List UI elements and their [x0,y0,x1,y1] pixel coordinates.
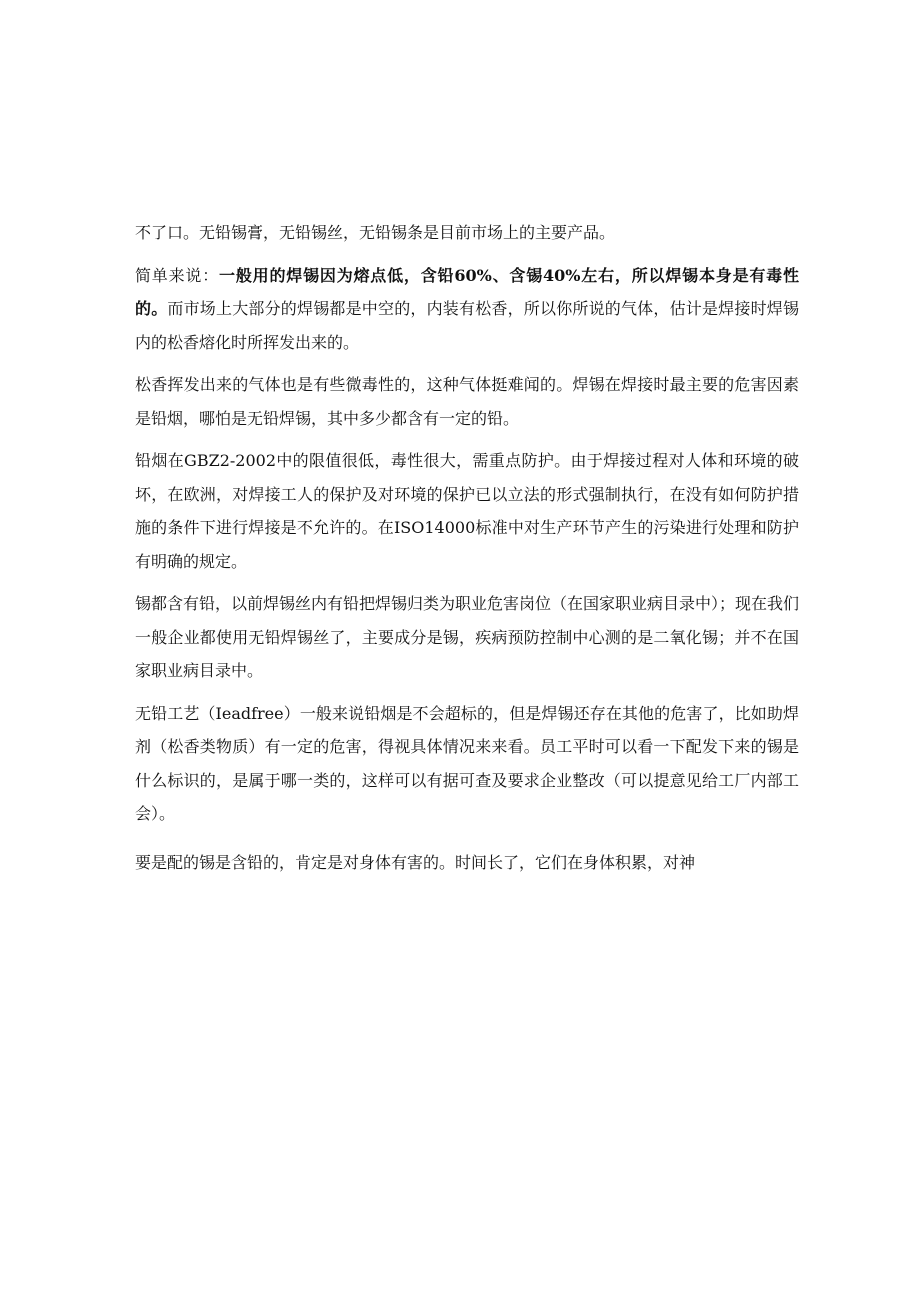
paragraph-6 [135,697,799,831]
paragraph-5 [135,587,799,688]
paragraph-text: 而市场上大部分的焊锡都是中空的，内装有松香，所以你所说的气体，估计是焊接时焊锡内的松香熔化时所挥发出来的。 [135,299,799,352]
paragraph-2 [135,259,799,360]
paragraph-text: 锡都含有铅，以前焊锡丝内有铅把焊锡归类为职业危害岗位（在国家职业病目录中）；现在我们一般企业都使用无铅焊锡丝了，主要成分是锡，疾病预防控制中心测的是二氧化锡；并不在国家职业病目录中。 [135,594,800,680]
paragraph-1 [135,216,799,250]
paragraph-text: 不了口。无铅锡膏，无铅锡丝，无铅锡条是目前市场上的主要产品。 [135,223,616,242]
paragraph-text: 要是配的锡是含铅的，肯定是对身体有害的。时间长了，它们在身体积累，对神 [135,852,696,872]
paragraph-text: 简单来说： [135,265,220,285]
paragraph-7 [135,846,799,880]
paragraph-3 [135,368,799,435]
paragraph-4 [135,444,799,578]
document-page [135,216,799,888]
paragraph-text: 铅烟在GBZ2-2002中的限值很低，毒性很大，需重点防护。由于焊接过程对人体和环境的破坏，在欧洲，对焊接工人的保护及对环境的保护已以立法的形式强制执行，在没有如何防护措施的条件下进行焊接是不允许的。在ISO14000标准中对生产环节产生的污染进行处理和防护有明确的规定。 [135,451,799,571]
paragraph-bold-text: 一般用的焊锡因为熔点低，含铅60%、含锡40%左右，所以焊锡本身是有毒性的。 [135,265,799,318]
paragraph-text: 松香挥发出来的气体也是有些微毒性的，这种气体挺难闻的。焊锡在焊接时最主要的危害因素是铅烟，哪怕是无铅焊锡，其中多少都含有一定的铅。 [135,375,799,428]
paragraph-text: 无铅工艺（Ieadfree）一般来说铅烟是不会超标的，但是焊锡还存在其他的危害了，比如助焊剂（松香类物质）有一定的危害，得视具体情况来来看。员工平时可以看一下配发下来的锡是什么标识的，是属于哪一类的，这样可以有据可查及要求企业整改（可以提意见给工厂内部工会）。 [135,703,799,823]
